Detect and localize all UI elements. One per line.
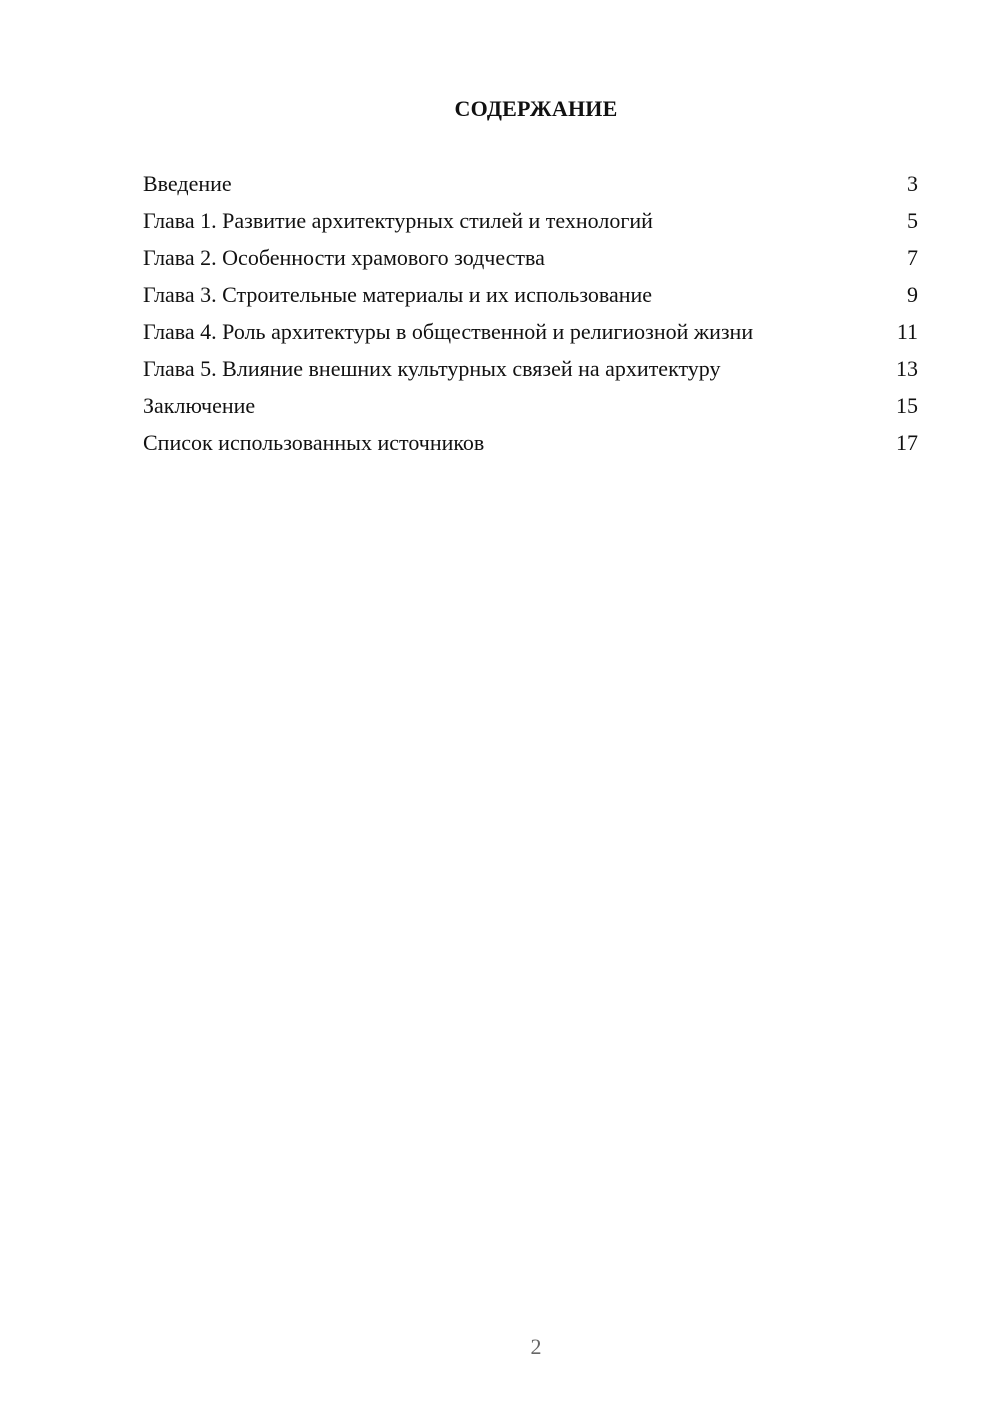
toc-entry-title: Введение	[143, 171, 232, 196]
toc-entry-chapter-4	[143, 318, 918, 345]
page-title: СОДЕРЖАНИЕ	[454, 96, 618, 121]
toc-entry-page: 13	[896, 356, 918, 381]
toc-entry-introduction	[143, 170, 918, 197]
toc-entry-page: 7	[907, 245, 918, 270]
table-of-contents	[143, 170, 918, 466]
toc-entry-page: 3	[907, 171, 918, 196]
toc-entry-title: Глава 5. Влияние внешних культурных связей на архитектуру	[143, 356, 721, 381]
toc-entry-page: 11	[896, 319, 918, 344]
toc-entry-chapter-2	[143, 244, 918, 271]
toc-entry-title: Глава 1. Развитие архитектурных стилей и технологий	[143, 208, 653, 233]
page-number: 2	[530, 1334, 542, 1359]
toc-entry-title: Заключение	[143, 393, 256, 418]
toc-entry-conclusion	[143, 392, 918, 419]
toc-entry-chapter-5	[143, 355, 918, 382]
toc-entry-chapter-1	[143, 207, 918, 234]
toc-entry-page: 9	[907, 282, 918, 307]
toc-entry-title: Глава 2. Особенности храмового зодчества	[143, 245, 545, 270]
toc-entry-chapter-3	[143, 281, 918, 308]
toc-entry-page: 17	[896, 430, 918, 455]
toc-entry-title: Глава 3. Строительные материалы и их использование	[143, 282, 653, 307]
toc-entry-page: 15	[896, 393, 918, 418]
toc-entry-title: Глава 4. Роль архитектуры в общественной и религиозной жизни	[143, 319, 754, 344]
toc-entry-page: 5	[907, 208, 918, 233]
toc-entry-references	[143, 429, 918, 456]
toc-entry-title: Список использованных источников	[143, 430, 485, 455]
